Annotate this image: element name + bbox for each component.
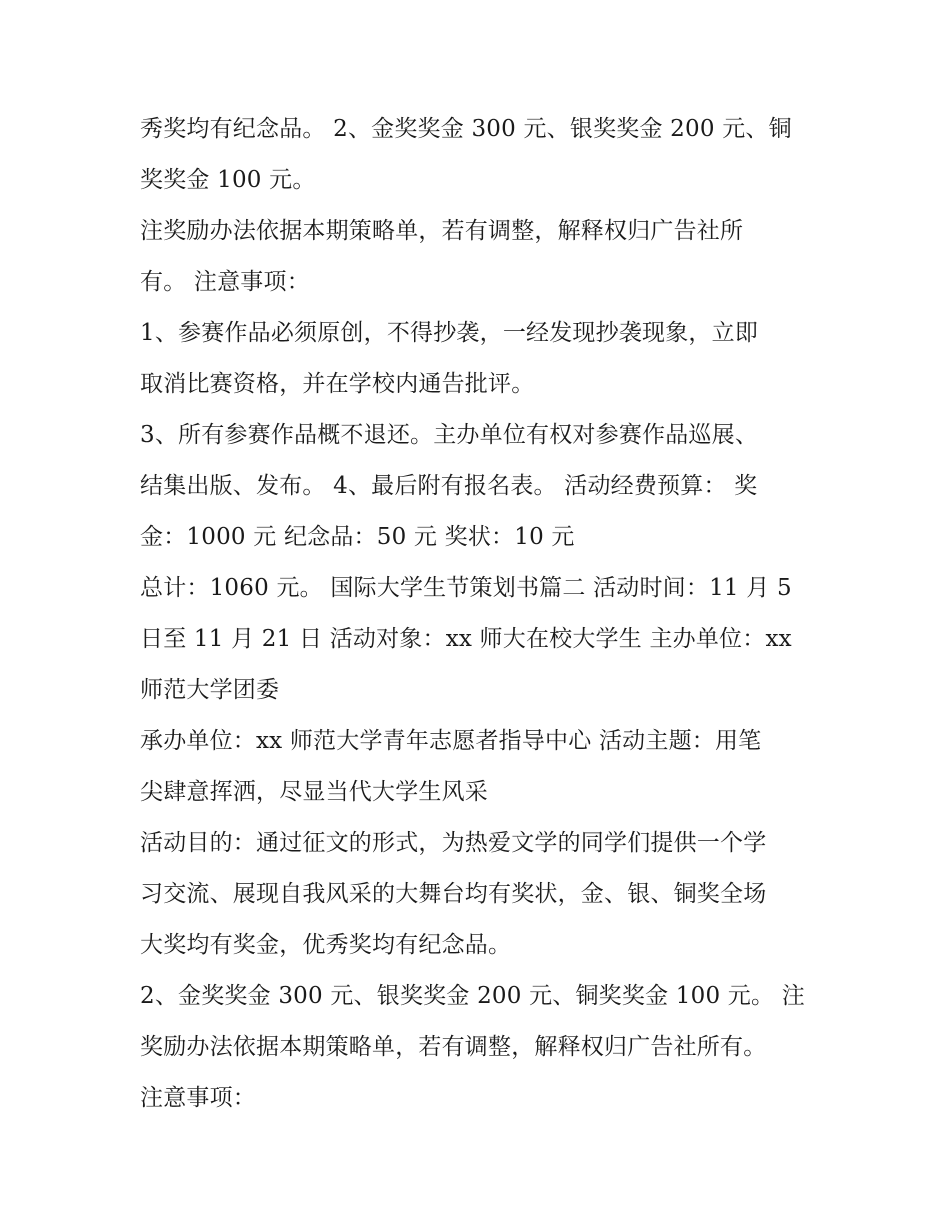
text-line: 尖肆意挥洒，尽显当代大学生风采 bbox=[140, 779, 488, 805]
text-line: 有。 注意事项： bbox=[140, 269, 310, 295]
text-line: 承办单位：xx 师范大学青年志愿者指导中心 活动主题：用笔 bbox=[140, 728, 762, 754]
text-line: 奖励办法依据本期策略单，若有调整，解释权归广告社所有。 bbox=[140, 1034, 767, 1060]
text-line: 大奖均有奖金，优秀奖均有纪念品。 bbox=[140, 932, 512, 958]
text-line: 2、金奖奖金 300 元、银奖奖金 200 元、铜奖奖金 100 元。 注 bbox=[140, 983, 805, 1009]
text-line: 活动目的：通过征文的形式，为热爱文学的同学们提供一个学 bbox=[140, 830, 767, 856]
text-line: 1、参赛作品必须原创，不得抄袭，一经发现抄袭现象，立即 bbox=[140, 320, 759, 346]
text-line: 师范大学团委 bbox=[140, 677, 280, 703]
text-line: 注奖励办法依据本期策略单，若有调整，解释权归广告社所 bbox=[140, 218, 744, 244]
document-body bbox=[140, 104, 830, 1124]
text-line: 取消比赛资格，并在学校内通告批评。 bbox=[140, 371, 535, 397]
text-line: 3、所有参赛作品概不退还。主办单位有权对参赛作品巡展、 bbox=[140, 422, 759, 448]
text-line: 奖奖金 100 元。 bbox=[140, 167, 316, 193]
text-line: 日至 11 月 21 日 活动对象：xx 师大在校大学生 主办单位：xx bbox=[140, 626, 792, 652]
text-line: 习交流、展现自我风采的大舞台均有奖状，金、银、铜奖全场 bbox=[140, 881, 767, 907]
text-line: 秀奖均有纪念品。 2、金奖奖金 300 元、银奖奖金 200 元、铜 bbox=[140, 116, 792, 142]
text-line: 金：1000 元 纪念品：50 元 奖状：10 元 bbox=[140, 524, 575, 550]
text-line: 注意事项： bbox=[140, 1085, 256, 1111]
text-line: 结集出版、发布。 4、最后附有报名表。 活动经费预算： 奖 bbox=[140, 473, 758, 499]
text-line: 总计：1060 元。 国际大学生节策划书篇二 活动时间：11 月 5 bbox=[140, 575, 792, 601]
